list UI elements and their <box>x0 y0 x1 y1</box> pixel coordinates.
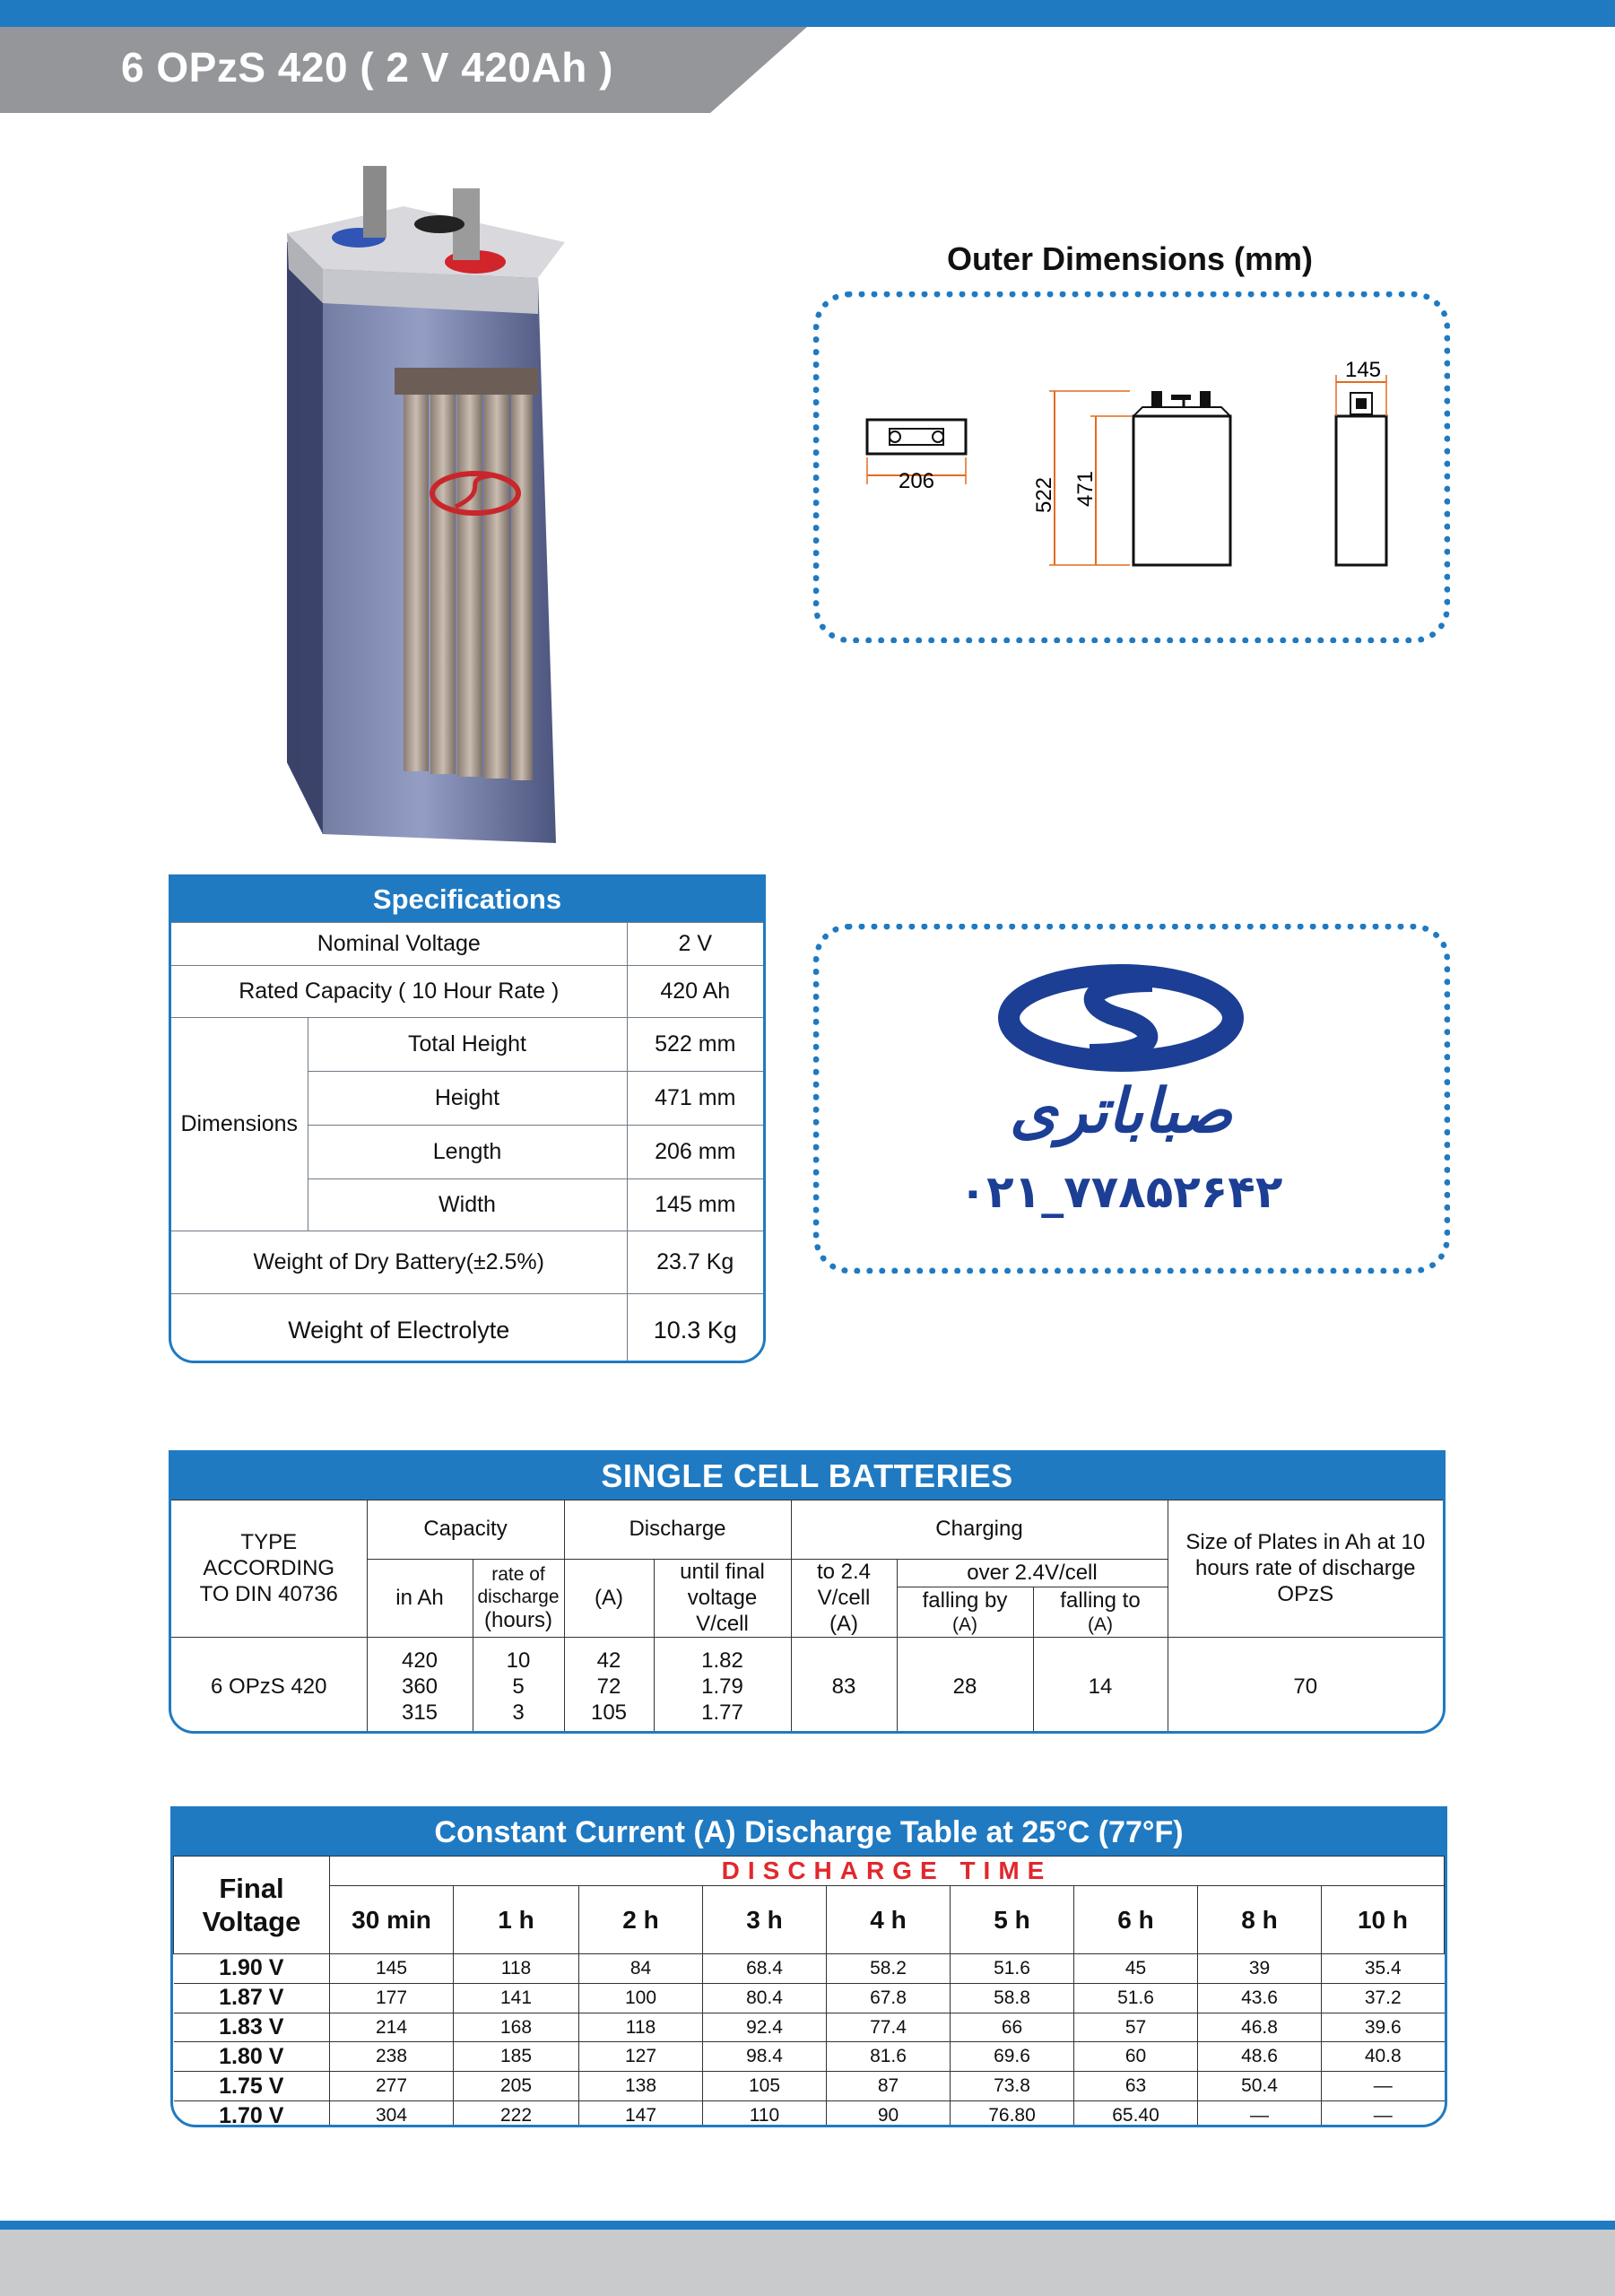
dc-value-cell: 185 <box>454 2042 579 2072</box>
dc-value-cell: — <box>1198 2101 1322 2127</box>
dim-width-label: 145 <box>1344 358 1382 382</box>
sc-in-ah-value: 315 <box>401 1700 438 1725</box>
sc-falling-by-value: 28 <box>897 1638 1033 1734</box>
dc-value-cell: 222 <box>454 2101 579 2127</box>
dc-value-cell: 80.4 <box>703 1983 827 2013</box>
dc-table-row <box>174 1983 1445 2013</box>
sc-charging-header: Charging <box>791 1500 1168 1560</box>
dc-value-cell: 51.6 <box>1074 1983 1198 2013</box>
dc-value-cell: 39 <box>1198 1954 1322 1984</box>
dc-table-row <box>174 2101 1445 2127</box>
sc-amps-values <box>564 1638 654 1734</box>
dc-value-cell: 66 <box>951 2013 1074 2042</box>
dc-final-voltage-cell: 1.80 V <box>174 2042 330 2072</box>
sc-falling-to-value: 14 <box>1033 1638 1168 1734</box>
dc-final-voltage-header: Final Voltage <box>174 1857 330 1954</box>
dc-value-cell: 147 <box>579 2101 703 2127</box>
dc-value-cell: 68.4 <box>703 1954 827 1984</box>
dc-value-cell: 37.2 <box>1322 1983 1445 2013</box>
dc-final-voltage-cell: 1.87 V <box>174 1983 330 2013</box>
sc-final-voltage-value: 1.77 <box>701 1700 743 1725</box>
dc-value-cell: 110 <box>703 2101 827 2127</box>
sc-final-voltage-header: until final voltage V/cell <box>654 1560 791 1638</box>
dc-column-header: 8 h <box>1198 1886 1322 1954</box>
dc-value-cell: 84 <box>579 1954 703 1984</box>
dc-value-cell: 214 <box>330 2013 454 2042</box>
dc-value-cell: 90 <box>827 2101 951 2127</box>
sc-to-24-value: 83 <box>791 1638 897 1734</box>
spec-row-electrolyte <box>171 1294 763 1364</box>
sc-falling-to-header <box>1033 1587 1168 1638</box>
dc-value-cell: 73.8 <box>951 2072 1074 2101</box>
dc-value-cell: 58.8 <box>951 1983 1074 2013</box>
sc-amps-value: 72 <box>596 1674 621 1699</box>
dc-value-cell: 87 <box>827 2072 951 2101</box>
top-accent-bar <box>0 0 1615 27</box>
dc-value-cell: 50.4 <box>1198 2072 1322 2101</box>
spec-value: 10.3 Kg <box>627 1294 763 1364</box>
dc-value-cell: 65.40 <box>1074 2101 1198 2127</box>
sc-data-row <box>171 1638 1443 1734</box>
sc-over-24-header: over 2.4V/cell <box>897 1560 1168 1587</box>
specifications-title: Specifications <box>171 877 763 922</box>
sc-falling-to-label: falling to <box>1060 1587 1141 1613</box>
spec-label: Nominal Voltage <box>171 923 627 966</box>
dc-value-cell: — <box>1322 2072 1445 2101</box>
sc-rate-label: rate of discharge <box>477 1563 560 1607</box>
dc-value-cell: 138 <box>579 2072 703 2101</box>
dc-value-cell: 69.6 <box>951 2042 1074 2072</box>
spec-row-total-height <box>171 1018 763 1072</box>
sc-rate-value: 10 <box>506 1648 531 1673</box>
spec-value: 206 mm <box>627 1126 763 1179</box>
dc-value-cell: 92.4 <box>703 2013 827 2042</box>
single-cell-title: SINGLE CELL BATTERIES <box>171 1453 1443 1500</box>
spec-row-nominal-voltage <box>171 923 763 966</box>
spec-value: 2 V <box>627 923 763 966</box>
dc-value-cell: 67.8 <box>827 1983 951 2013</box>
dc-value-cell: 76.80 <box>951 2101 1074 2127</box>
dc-value-cell: 98.4 <box>703 2042 827 2072</box>
footer-accent-line <box>0 2221 1615 2230</box>
dc-value-cell: 77.4 <box>827 2013 951 2042</box>
sc-final-voltage-value: 1.79 <box>701 1674 743 1699</box>
dc-value-cell: 63 <box>1074 2072 1198 2101</box>
sc-in-ah-value: 420 <box>401 1648 438 1673</box>
dc-value-cell: 105 <box>703 2072 827 2101</box>
dc-value-cell: 127 <box>579 2042 703 2072</box>
sc-rate-header <box>473 1560 564 1638</box>
sc-falling-by-unit: (A) <box>952 1614 977 1636</box>
page-title: 6 OPzS 420 ( 2 V 420Ah ) <box>121 44 613 91</box>
spec-value: 522 mm <box>627 1018 763 1072</box>
dc-value-cell: 177 <box>330 1983 454 2013</box>
dc-final-voltage-cell: 1.90 V <box>174 1954 330 1984</box>
dc-column-header: 10 h <box>1322 1886 1445 1954</box>
dc-column-header: 1 h <box>454 1886 579 1954</box>
sc-amps-value: 105 <box>590 1700 628 1725</box>
dc-value-cell: 60 <box>1074 2042 1198 2072</box>
dc-value-cell: 118 <box>579 2013 703 2042</box>
sc-capacity-header: Capacity <box>367 1500 564 1560</box>
spec-row-rated-capacity <box>171 966 763 1018</box>
sc-to-24-header: to 2.4 V/cell (A) <box>791 1560 897 1638</box>
dc-column-header: 6 h <box>1074 1886 1198 1954</box>
sc-amps-header: (A) <box>564 1560 654 1638</box>
dc-value-cell: — <box>1322 2101 1445 2127</box>
spec-label: Height <box>308 1072 627 1126</box>
specifications-table <box>169 874 766 1363</box>
spec-label: Width <box>308 1179 627 1231</box>
sc-in-ah-header: in Ah <box>367 1560 473 1638</box>
spec-label: Total Height <box>308 1018 627 1072</box>
spec-value: 23.7 Kg <box>627 1231 763 1294</box>
sc-discharge-header: Discharge <box>564 1500 791 1560</box>
dc-value-cell: 40.8 <box>1322 2042 1445 2072</box>
dc-column-header: 5 h <box>951 1886 1074 1954</box>
dc-value-cell: 100 <box>579 1983 703 2013</box>
sc-type-value: 6 OPzS 420 <box>171 1638 367 1734</box>
battery-product-image <box>224 152 601 852</box>
dc-table-row <box>174 2042 1445 2072</box>
spec-label: Rated Capacity ( 10 Hour Rate ) <box>171 966 627 1018</box>
sc-falling-by-label: falling by <box>922 1587 1008 1613</box>
dc-column-header: 2 h <box>579 1886 703 1954</box>
dc-value-cell: 118 <box>454 1954 579 1984</box>
dc-final-voltage-cell: 1.83 V <box>174 2013 330 2042</box>
sc-final-voltage-values <box>654 1638 791 1734</box>
dc-value-cell: 39.6 <box>1322 2013 1445 2042</box>
sc-rate-values <box>473 1638 564 1734</box>
spec-label: Length <box>308 1126 627 1179</box>
spec-row-dry-weight <box>171 1231 763 1294</box>
dimension-drawings <box>843 341 1417 592</box>
dc-table-row <box>174 1954 1445 1984</box>
sc-final-voltage-value: 1.82 <box>701 1648 743 1673</box>
spec-value: 145 mm <box>627 1179 763 1231</box>
sc-plates-header: Size of Plates in Ah at 10 hours rate of discharge OPzS <box>1168 1500 1443 1638</box>
sc-plates-value: 70 <box>1168 1638 1443 1734</box>
dc-column-header: 3 h <box>703 1886 827 1954</box>
sc-in-ah-values <box>367 1638 473 1734</box>
outer-dimensions-title: Outer Dimensions (mm) <box>946 240 1314 277</box>
dim-total-height-label: 522 <box>1032 476 1056 514</box>
sc-in-ah-value: 360 <box>401 1674 438 1699</box>
dc-value-cell: 48.6 <box>1198 2042 1322 2072</box>
spec-value: 420 Ah <box>627 966 763 1018</box>
dc-table-row <box>174 2072 1445 2101</box>
dc-value-cell: 43.6 <box>1198 1983 1322 2013</box>
dc-final-voltage-cell: 1.70 V <box>174 2101 330 2127</box>
dc-value-cell: 58.2 <box>827 1954 951 1984</box>
dc-final-voltage-cell: 1.75 V <box>174 2072 330 2101</box>
spec-dimensions-label: Dimensions <box>171 1018 308 1231</box>
dc-value-cell: 205 <box>454 2072 579 2101</box>
dc-value-cell: 238 <box>330 2042 454 2072</box>
sc-hours-label: (hours) <box>483 1607 553 1632</box>
dc-value-cell: 57 <box>1074 2013 1198 2042</box>
spec-label: Weight of Dry Battery(±2.5%) <box>171 1231 627 1294</box>
dim-length-label: 206 <box>898 469 935 493</box>
dc-value-cell: 51.6 <box>951 1954 1074 1984</box>
dc-value-cell: 46.8 <box>1198 2013 1322 2042</box>
sc-rate-value: 5 <box>512 1674 525 1699</box>
dc-discharge-time-label: DISCHARGE TIME <box>330 1857 1445 1886</box>
spec-label: Weight of Electrolyte <box>171 1294 627 1364</box>
dc-value-cell: 35.4 <box>1322 1954 1445 1984</box>
spec-value: 471 mm <box>627 1072 763 1126</box>
dim-height-label: 471 <box>1073 470 1098 508</box>
dc-column-header: 30 min <box>330 1886 454 1954</box>
discharge-table-title: Constant Current (A) Discharge Table at 25°C (77°F) <box>173 1809 1445 1856</box>
dc-value-cell: 277 <box>330 2072 454 2101</box>
dc-column-header: 4 h <box>827 1886 951 1954</box>
dc-value-cell: 45 <box>1074 1954 1198 1984</box>
dc-value-cell: 81.6 <box>827 2042 951 2072</box>
dc-value-cell: 304 <box>330 2101 454 2127</box>
dc-value-cell: 168 <box>454 2013 579 2042</box>
dc-value-cell: 141 <box>454 1983 579 2013</box>
sc-type-header: TYPE ACCORDING TO DIN 40736 <box>171 1500 367 1638</box>
discharge-table <box>170 1806 1447 2127</box>
sc-falling-to-unit: (A) <box>1088 1614 1113 1636</box>
phone-number: ۰۲۱_۷۷۸۵۲۶۴۲ <box>959 1166 1283 1218</box>
saba-battery-logo-icon <box>995 964 1246 1072</box>
footer-band <box>0 2230 1615 2296</box>
sc-rate-value: 3 <box>512 1700 525 1725</box>
sc-falling-by-header <box>897 1587 1033 1638</box>
single-cell-table <box>169 1450 1446 1734</box>
dc-table-row <box>174 2013 1445 2042</box>
brand-name: صباباتری <box>1009 1076 1233 1147</box>
dc-value-cell: 145 <box>330 1954 454 1984</box>
sc-amps-value: 42 <box>596 1648 621 1673</box>
